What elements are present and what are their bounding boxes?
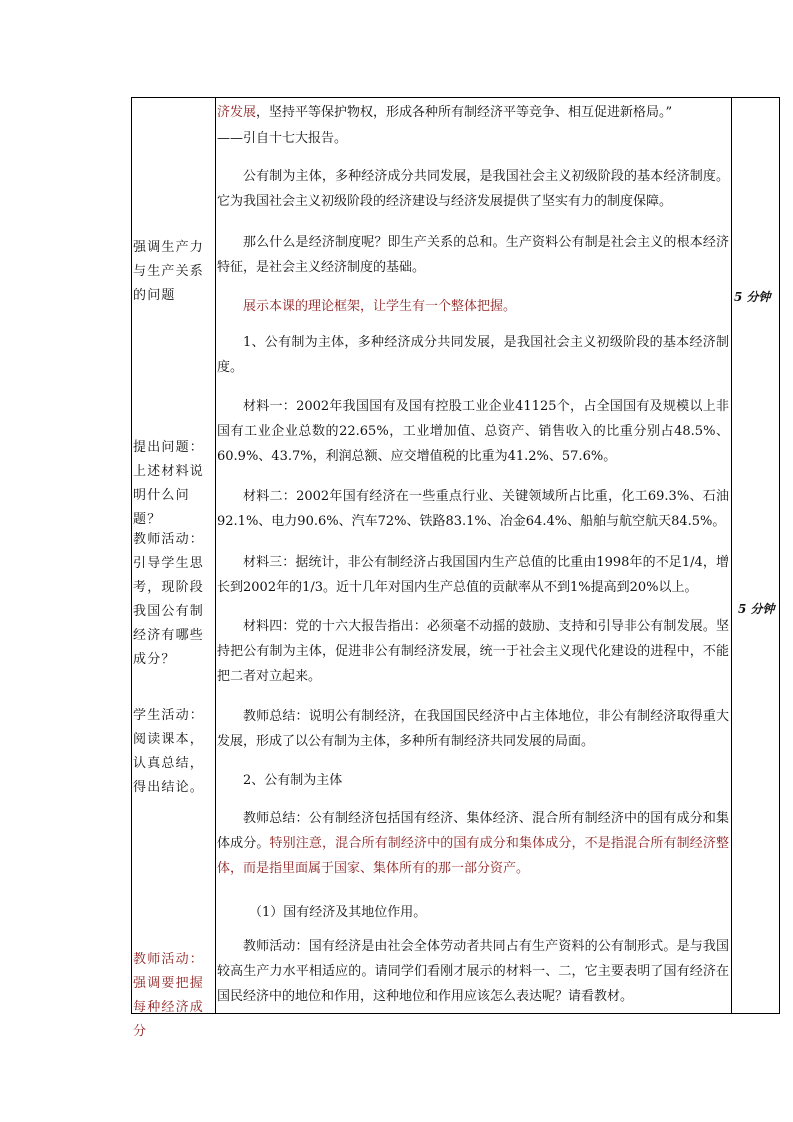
time-label: 5 分钟 [734,290,771,304]
paragraph-citation: ——引自十七大报告。 [217,131,348,146]
left-note-3: 教师活动：引导学生思考，现阶段我国公有制经济有哪些成分？ [133,532,205,667]
time-label: 5 分钟 [738,602,775,616]
column-divider [731,98,732,1013]
paragraph-summary: 教师总结：说明公有制经济，在我国国民经济中占主体地位，非公有制经济取得重大发展，形成了以公有制为主体，多种所有制经济共同发展的局面。 [217,709,729,749]
left-note-4: 学生活动：阅读课本，认真总结，得出结论。 [133,708,205,795]
paragraph-heading-1: 1、公有制为主体，多种经济成分共同发展，是我国社会主义初级阶段的基本经济制度。 [217,335,729,375]
paragraph-material-2: 材料二：2002年国有经济在一些重点行业、关键领域所占比重，化工69.3%、石油92.1%、电力90.6%、汽车72%、铁路83.1%、冶金64.4%、船舶与航空航天84.5%。 [217,489,729,529]
paragraph-heading-3: （1）国有经济及其地位作用。 [249,905,427,920]
paragraph-quote: 济发展，坚持平等保护物权，形成各种所有制经济平等竞争、相互促进新格局。” [217,105,673,120]
paragraph-teacher-activity: 教师活动：国有经济是由社会全体劳动者共同占有生产资料的公有制形式。是与我国较高生产力水平相适应的。请同学们看刚才展示的材料一、二，它主要表明了国有经济在国民经济中的地位和作用，这种地位和作用应该怎么表达呢？请看教材。 [217,939,729,1004]
paragraph-summary-2: 教师总结：公有制经济包括国有经济、集体经济、混合所有制经济中的国有成分和集体成分。特别注意，混合所有制经济中的国有成分和集体成分，不是指混合所有制经济整体，而是指里面属于国家、集体所有的那一部分资产。 [217,811,729,876]
paragraph-material-3: 材料三：据统计，非公有制经济占我国国内生产总值的比重由1998年的不足1/4，增长到2002年的1/3。近十几年对国内生产总值的贡献率从不到1%提高到20%以上。 [217,555,729,595]
left-note-2: 提出问题：上述材料说明什么问题？ [133,440,205,527]
left-note-5: 教师活动：强调要把握每种经济成分 [133,952,205,1039]
paragraph: 公有制为主体，多种经济成分共同发展，是我国社会主义初级阶段的基本经济制度。它为我国社会主义初级阶段的经济建设与经济发展提供了坚实有力的制度保障。 [217,169,729,209]
paragraph-material-4: 材料四：党的十六大报告指出：必须毫不动摇的鼓励、支持和引导非公有制发展。坚持把公有制为主体，促进非公有制经济发展，统一于社会主义现代化建设的进程中，不能把二者对立起来。 [217,619,729,684]
paragraph-framework: 展示本课的理论框架，让学生有一个整体把握。 [243,299,517,314]
paragraph: 那么什么是经济制度呢？即生产关系的总和。生产资料公有制是社会主义的根本经济特征，是社会主义经济制度的基础。 [217,235,729,275]
left-note-1: 强调生产力与生产关系的问题 [133,240,205,303]
paragraph-material-1: 材料一：2002年我国国有及国有控股工业企业41125个，占全国国有及规模以上非国有工业企业总数的22.65%，工业增加值、总资产、销售收入的比重分别占48.5%、60.9%、43.7%，利润总额、应交增值税的比重为41.2%、57.6%。 [217,399,729,464]
paragraph-heading-2: 2、公有制为主体 [243,773,343,788]
lesson-table [131,97,780,1039]
